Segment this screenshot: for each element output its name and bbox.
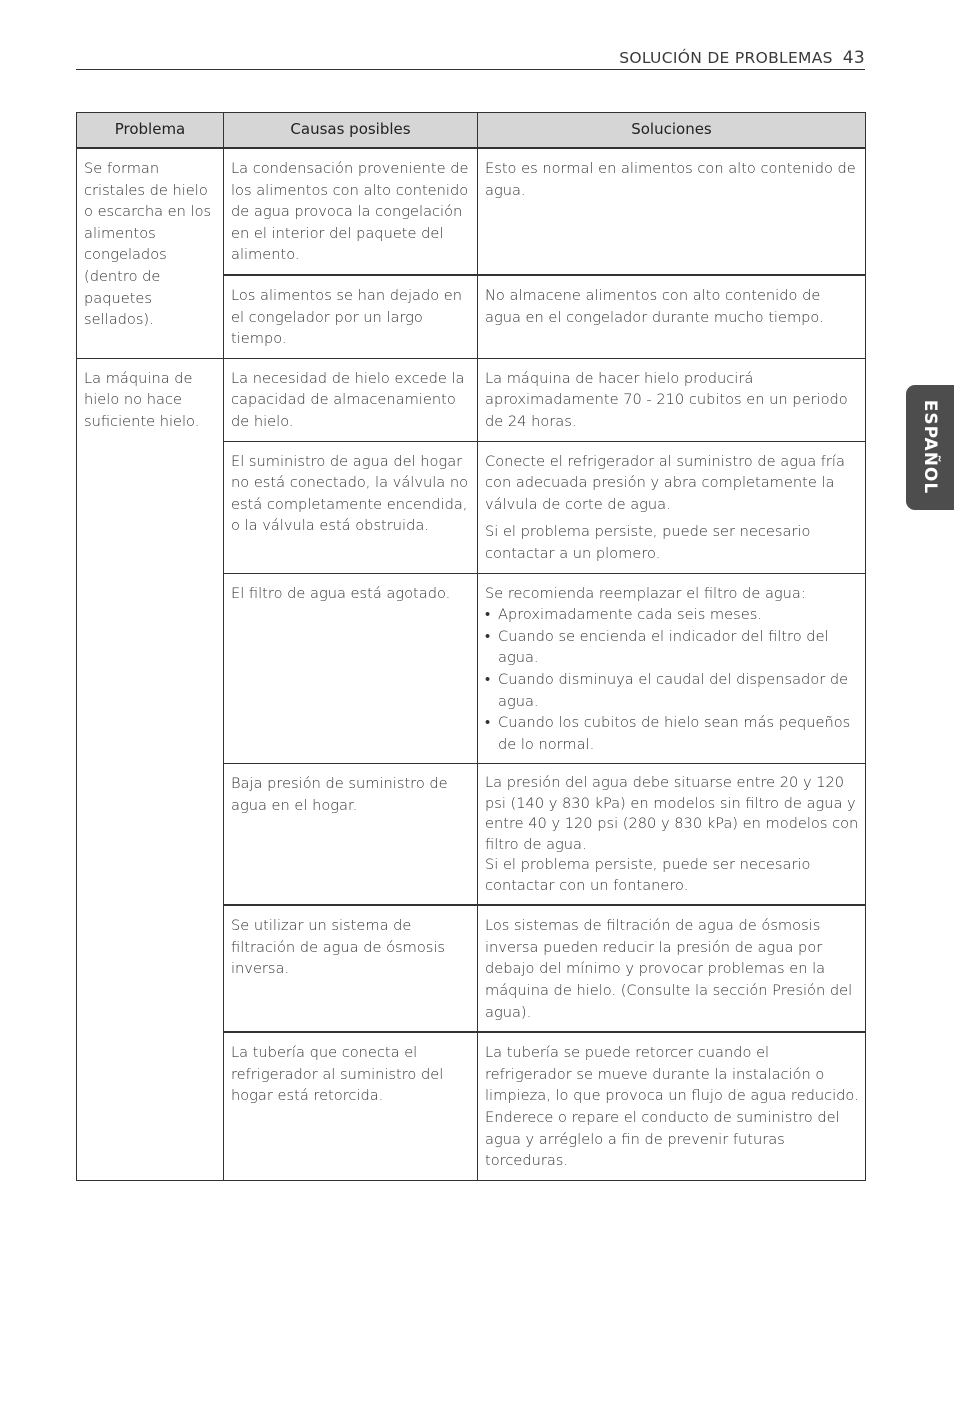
- troubleshooting-table: [76, 112, 866, 1181]
- cause-cell: La condensación proveniente de los alimentos con alto contenido de agua provoca la congelación en el interior del paquete del alimento.: [224, 148, 478, 275]
- solution-text: Conecte el refrigerador al suministro de agua fría con adecuada presión y abra completamente la válvula de corte de agua.: [485, 452, 845, 513]
- solution-cell: No almacene alimentos con alto contenido de agua en el congelador durante mucho tiempo.: [478, 275, 866, 358]
- solution-text-followup: Si el problema persiste, puede ser necesario contactar a un plomero.: [485, 523, 811, 562]
- solution-cell: [478, 441, 866, 573]
- table-header-row: [77, 113, 866, 149]
- cause-cell: Se utilizar un sistema de filtración de agua de ósmosis inversa.: [224, 905, 478, 1032]
- problem-cell: Se forman cristales de hielo o escarcha en los alimentos congelados (dentro de paquetes sellados).: [77, 148, 224, 358]
- table-row: [77, 148, 866, 275]
- solution-text: Se recomienda reemplazar el filtro de agua:: [485, 584, 806, 602]
- bullet-item: • Cuando disminuya el caudal del dispensador de agua.: [485, 669, 859, 712]
- header-problem: Problema: [77, 113, 224, 149]
- solution-cell: [478, 573, 866, 764]
- solution-cell: La máquina de hacer hielo producirá aproximadamente 70 - 210 cubitos en un periodo de 24 horas.: [478, 358, 866, 441]
- cause-cell: Baja presión de suministro de agua en el hogar.: [224, 764, 478, 906]
- cause-cell: El filtro de agua está agotado.: [224, 573, 478, 764]
- solution-cell: Esto es normal en alimentos con alto contenido de agua.: [478, 148, 866, 275]
- cause-cell: La tubería que conecta el refrigerador al suministro del hogar está retorcida.: [224, 1032, 478, 1180]
- problem-cell: La máquina de hielo no hace suficiente hielo.: [77, 358, 224, 1180]
- bullet-item: • Aproximadamente cada seis meses.: [485, 604, 859, 626]
- solution-bullet-list: [485, 604, 859, 755]
- cause-cell: La necesidad de hielo excede la capacidad de almacenamiento de hielo.: [224, 358, 478, 441]
- header-solutions: Soluciones: [478, 113, 866, 149]
- page-header: [76, 48, 865, 70]
- header-causes: Causas posibles: [224, 113, 478, 149]
- solution-text-followup: Si el problema persiste, puede ser necesario contactar con un fontanero.: [485, 856, 811, 894]
- language-tab: [906, 385, 954, 510]
- table-row: [77, 358, 866, 441]
- page-number: 43: [842, 48, 865, 68]
- solution-cell: [478, 764, 866, 906]
- language-tab-label: ESPAÑOL: [920, 399, 940, 495]
- bullet-item: • Cuando los cubitos de hielo sean más pequeños de lo normal.: [485, 712, 859, 755]
- solution-cell: La tubería se puede retorcer cuando el refrigerador se mueve durante la instalación o limpieza, lo que provoca un flujo de agua reducido. Enderece o repare el conducto de suministro del agua y arréglelo a fin de prevenir futuras torceduras.: [478, 1032, 866, 1180]
- cause-cell: Los alimentos se han dejado en el congelador por un largo tiempo.: [224, 275, 478, 358]
- cause-cell: El suministro de agua del hogar no está conectado, la válvula no está completamente encendida, o la válvula está obstruida.: [224, 441, 478, 573]
- section-title: SOLUCIÓN DE PROBLEMAS: [619, 49, 833, 67]
- solution-cell: Los sistemas de filtración de agua de ósmosis inversa pueden reducir la presión de agua por debajo del mínimo y provocar problemas en la máquina de hielo. (Consulte la sección Presión del agua).: [478, 905, 866, 1032]
- solution-text: La presión del agua debe situarse entre 20 y 120 psi (140 y 830 kPa) en modelos sin filtro de agua y entre 40 y 120 psi (280 y 830 kPa) en modelos con filtro de agua.: [485, 774, 859, 853]
- bullet-item: • Cuando se encienda el indicador del filtro del agua.: [485, 626, 859, 669]
